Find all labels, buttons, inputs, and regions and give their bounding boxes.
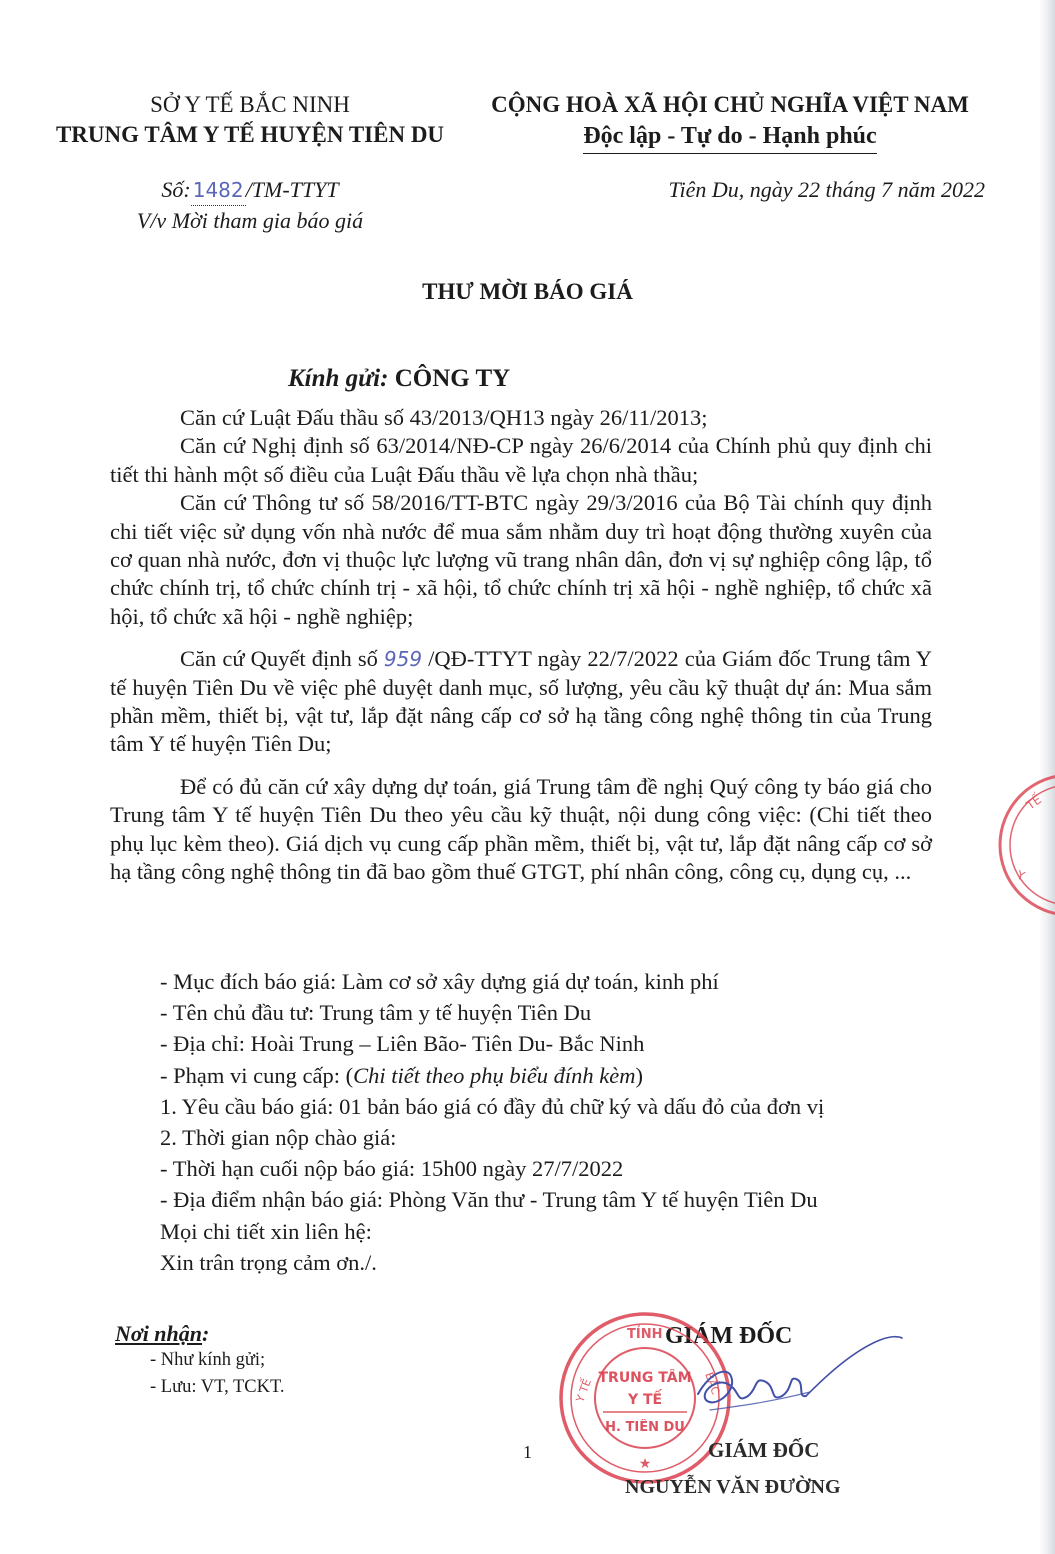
letter-body: [110, 404, 932, 887]
seal-top-text: TỈNH: [627, 1327, 663, 1342]
list-item: - Địa điểm nhận báo giá: Phòng Văn thư - Trung tâm Y tế huyện Tiên Du: [160, 1187, 818, 1213]
recipients-heading: Nơi nhận:: [115, 1321, 210, 1346]
recipients-block: [115, 1320, 515, 1401]
list-item: Xin trân trọng cảm ơn./.: [160, 1249, 377, 1275]
subject-line: V/v Mời tham gia báo giá: [136, 208, 364, 233]
details-list: [160, 966, 960, 1278]
recipient-item: - Lưu: VT, TCKT.: [150, 1377, 285, 1397]
list-item: - Thời hạn cuối nộp báo giá: 15h00 ngày 27/7/2022: [160, 1156, 624, 1182]
handwritten-number: 1482: [191, 175, 246, 206]
handwritten-decision-number: 959: [383, 647, 423, 672]
signer-title: GIÁM ĐỐC: [665, 1323, 793, 1349]
document-title: THƯ MỜI BÁO GIÁ: [422, 279, 633, 304]
paragraph-1: Căn cứ Luật Đấu thầu số 43/2013/QH13 ngày 26/11/2013;: [180, 405, 708, 430]
agency-line-1: SỞ Y TẾ BẮC NINH: [150, 92, 350, 117]
seal-star-icon: ★: [638, 1456, 652, 1472]
handwritten-signature: [670, 1322, 905, 1432]
paragraph-2: Căn cứ Nghị định số 63/2014/NĐ-CP ngày 26/6/2014 của Chính phủ quy định chi tiết thi hành một số điều của Luật Đấu thầu về lựa chọn nhà thầu;: [110, 433, 932, 487]
paragraph-3: Căn cứ Thông tư số 58/2016/TT-BTC ngày 29/3/2016 của Bộ Tài chính quy định chi tiết việc sử dụng vốn nhà nước để mua sắm nhằm duy trì hoạt động thường xuyên của cơ quan nhà nước, đơn vị thuộc lực lượng vũ trang nhân dân, đơn vị sự nghiệp công lập, tổ chức chính trị, tổ chức chính trị - xã hội, tổ chức chính trị xã hội - nghề nghiệp, tổ chức xã hội, tổ chức xã hội - nghề nghiệp;: [110, 490, 932, 629]
recipient-item: - Như kính gửi;: [150, 1350, 266, 1370]
list-item: - Phạm vi cung cấp: (Chi tiết theo phụ biểu đính kèm): [160, 1062, 644, 1088]
svg-text:Y: Y: [1014, 867, 1027, 884]
seal-right-text: BẮC: [702, 1370, 723, 1397]
signer-name: NGUYỄN VĂN ĐƯỜNG: [625, 1476, 841, 1498]
list-item: 2. Thời gian nộp chào giá:: [160, 1125, 397, 1151]
page-number: 1: [523, 1442, 532, 1462]
seal-left-text: Y TẾ: [573, 1377, 594, 1405]
place-date: Tiên Du, ngày 22 tháng 7 năm 2022: [668, 177, 985, 202]
seal-line-2: Y TẾ: [627, 1392, 663, 1408]
list-item: - Địa chỉ: Hoài Trung – Liên Bão- Tiên Du- Bắc Ninh: [160, 1031, 645, 1057]
svg-text:TẾ: TẾ: [1023, 792, 1044, 813]
p4-after: /QĐ-TTYT ngày 22/7/2022 của Giám đốc Trung tâm Y tế huyện Tiên Du về việc phê duyệt danh mục, số lượng, yêu cầu kỹ thuật dự án: Mua sắm phần mềm, thiết bị, vật tư, lắp đặt nâng cấp cơ sở hạ tầng công nghệ thông tin của Trung tâm Y tế huyện Tiên Du;: [110, 646, 932, 757]
seal-line-1: TRUNG TÂM: [598, 1370, 692, 1386]
addressee: [288, 362, 510, 396]
list-item: Mọi chi tiết xin liên hệ:: [160, 1218, 372, 1244]
reference-block: [40, 175, 460, 236]
nation-line-1: CỘNG HOÀ XÃ HỘI CHỦ NGHĨA VIỆT NAM: [491, 92, 969, 117]
partial-seal-edge: [992, 770, 1055, 920]
agency-header: [40, 90, 460, 150]
agency-line-2: TRUNG TÂM Y TẾ HUYỆN TIÊN DU: [55, 122, 445, 147]
nation-motto: Độc lập - Tự do - Hạnh phúc: [583, 120, 876, 154]
addressee-name: CÔNG TY: [394, 365, 511, 392]
national-header: [460, 90, 1000, 154]
addressee-label: Kính gửi:: [288, 365, 389, 392]
list-item: - Tên chủ đầu tư: Trung tâm y tế huyện Tiên Du: [160, 1000, 592, 1026]
seal-line-3: H. TIÊN DU: [605, 1420, 685, 1435]
signer-title-repeat: GIÁM ĐỐC: [708, 1438, 820, 1462]
list-item: 1. Yêu cầu báo giá: 01 bản báo giá có đầy đủ chữ ký và dấu đỏ của đơn vị: [160, 1093, 825, 1119]
number-suffix: /TM-TTYT: [245, 177, 339, 202]
p4-before: Căn cứ Quyết định số: [180, 646, 378, 672]
document-number: [40, 175, 460, 206]
list-item: - Mục đích báo giá: Làm cơ sở xây dựng giá dự toán, kinh phí: [160, 969, 719, 994]
number-prefix: Số:: [161, 177, 191, 202]
paragraph-4: [110, 645, 932, 759]
paragraph-5: Để có đủ căn cứ xây dựng dự toán, giá Trung tâm đề nghị Quý công ty báo giá cho Trung tâm Y tế huyện Tiên Du theo yêu cầu kỹ thuật, nội dung công việc: (Chi tiết theo phụ lục kèm theo). Giá dịch vụ cung cấp phần mềm, thiết bị, vật tư, lắp đặt nâng cấp cơ sở hạ tầng công nghệ thông tin đã bao gồm thuế GTGT, phí nhân công, công cụ, dụng cụ, ...: [110, 773, 932, 885]
